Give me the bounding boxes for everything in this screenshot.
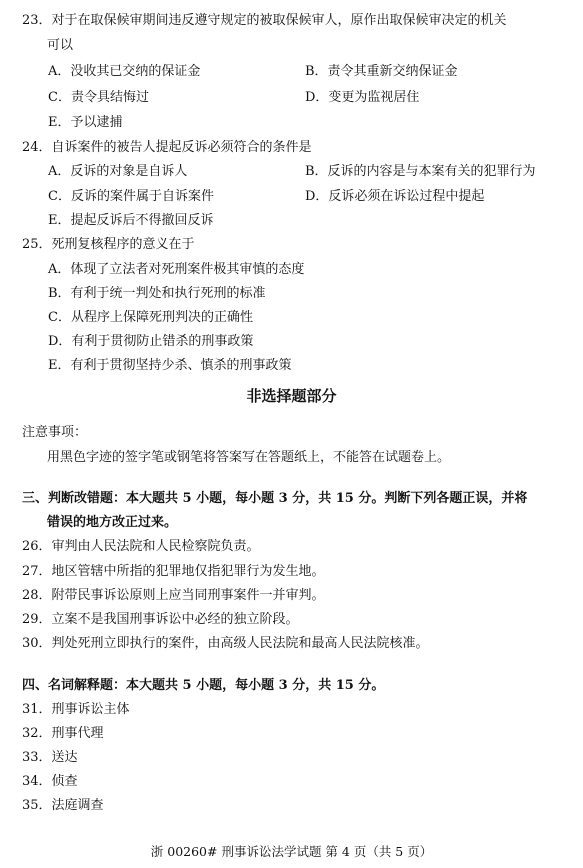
- part4-item: 31．刑事诉讼主体: [22, 702, 130, 717]
- q24-option-e: E．提起反诉后不得撤回反诉: [48, 213, 214, 228]
- page-footer: 浙 00260# 刑事诉讼法学试题 第 4 页（共 5 页）: [150, 844, 433, 859]
- q25-option-b: B．有利于统一判处和执行死刑的标准: [48, 286, 266, 301]
- q23-option-d: D．变更为监视居住: [305, 90, 420, 105]
- part3-item: 30．判处死刑立即执行的案件，由高级人民法院和最高人民法院核准。: [22, 636, 429, 651]
- part4-item: 33．送达: [22, 750, 78, 765]
- part3-item: 28．附带民事诉讼原则上应当同刑事案件一并审判。: [22, 588, 325, 603]
- part3-heading-line1: 三、判断改错题：本大题共 5 小题，每小题 3 分，共 15 分。判断下列各题正误，并将: [22, 491, 528, 506]
- q23-option-b: B．责令其重新交纳保证金: [305, 64, 458, 79]
- q24-option-b: B．反诉的内容是与本案有关的犯罪行为: [305, 164, 536, 179]
- q25-option-a: A．体现了立法者对死刑案件极其审慎的态度: [48, 262, 305, 277]
- q25-option-d: D．有利于贯彻防止错杀的刑事政策: [48, 334, 254, 349]
- part4-item: 34．侦查: [22, 774, 78, 789]
- q24-option-d: D．反诉必须在诉讼过程中提起: [305, 189, 485, 204]
- q25-stem: 25．死刑复核程序的意义在于: [22, 237, 195, 252]
- q25-option-e: E．有利于贯彻坚持少杀、慎杀的刑事政策: [48, 358, 292, 373]
- part4-item: 35．法庭调查: [22, 798, 104, 813]
- q23-stem-line2: 可以: [47, 38, 74, 53]
- part4-heading: 四、名词解释题：本大题共 5 小题，每小题 3 分，共 15 分。: [22, 678, 385, 693]
- q23-option-e: E．予以逮捕: [48, 115, 123, 130]
- q23-option-a: A．没收其已交纳的保证金: [48, 64, 201, 79]
- q24-option-c: C．反诉的案件属于自诉案件: [48, 189, 214, 204]
- q24-stem: 24．自诉案件的被告人提起反诉必须符合的条件是: [22, 140, 312, 155]
- notice-title: 注意事项：: [22, 425, 88, 440]
- part3-item: 26．审判由人民法院和人民检察院负责。: [22, 539, 260, 554]
- q23-option-c: C．责令具结悔过: [48, 90, 149, 105]
- part3-item: 27．地区管辖中所指的犯罪地仅指犯罪行为发生地。: [22, 564, 325, 579]
- part3-item: 29．立案不是我国刑事诉讼中必经的独立阶段。: [22, 612, 299, 627]
- section-title: 非选择题部分: [246, 387, 337, 405]
- notice-text: 用黑色字迹的签字笔或钢笔将答案写在答题纸上，不能答在试题卷上。: [47, 450, 451, 465]
- q25-option-c: C．从程序上保障死刑判决的正确性: [48, 310, 253, 325]
- part3-heading-line2: 错误的地方改正过来。: [47, 515, 178, 530]
- q23-stem-line1: 23．对于在取保候审期间违反遵守规定的被取保候审人，原作出取保候审决定的机关: [22, 13, 507, 28]
- part4-item: 32．刑事代理: [22, 726, 104, 741]
- q24-option-a: A．反诉的对象是自诉人: [48, 164, 188, 179]
